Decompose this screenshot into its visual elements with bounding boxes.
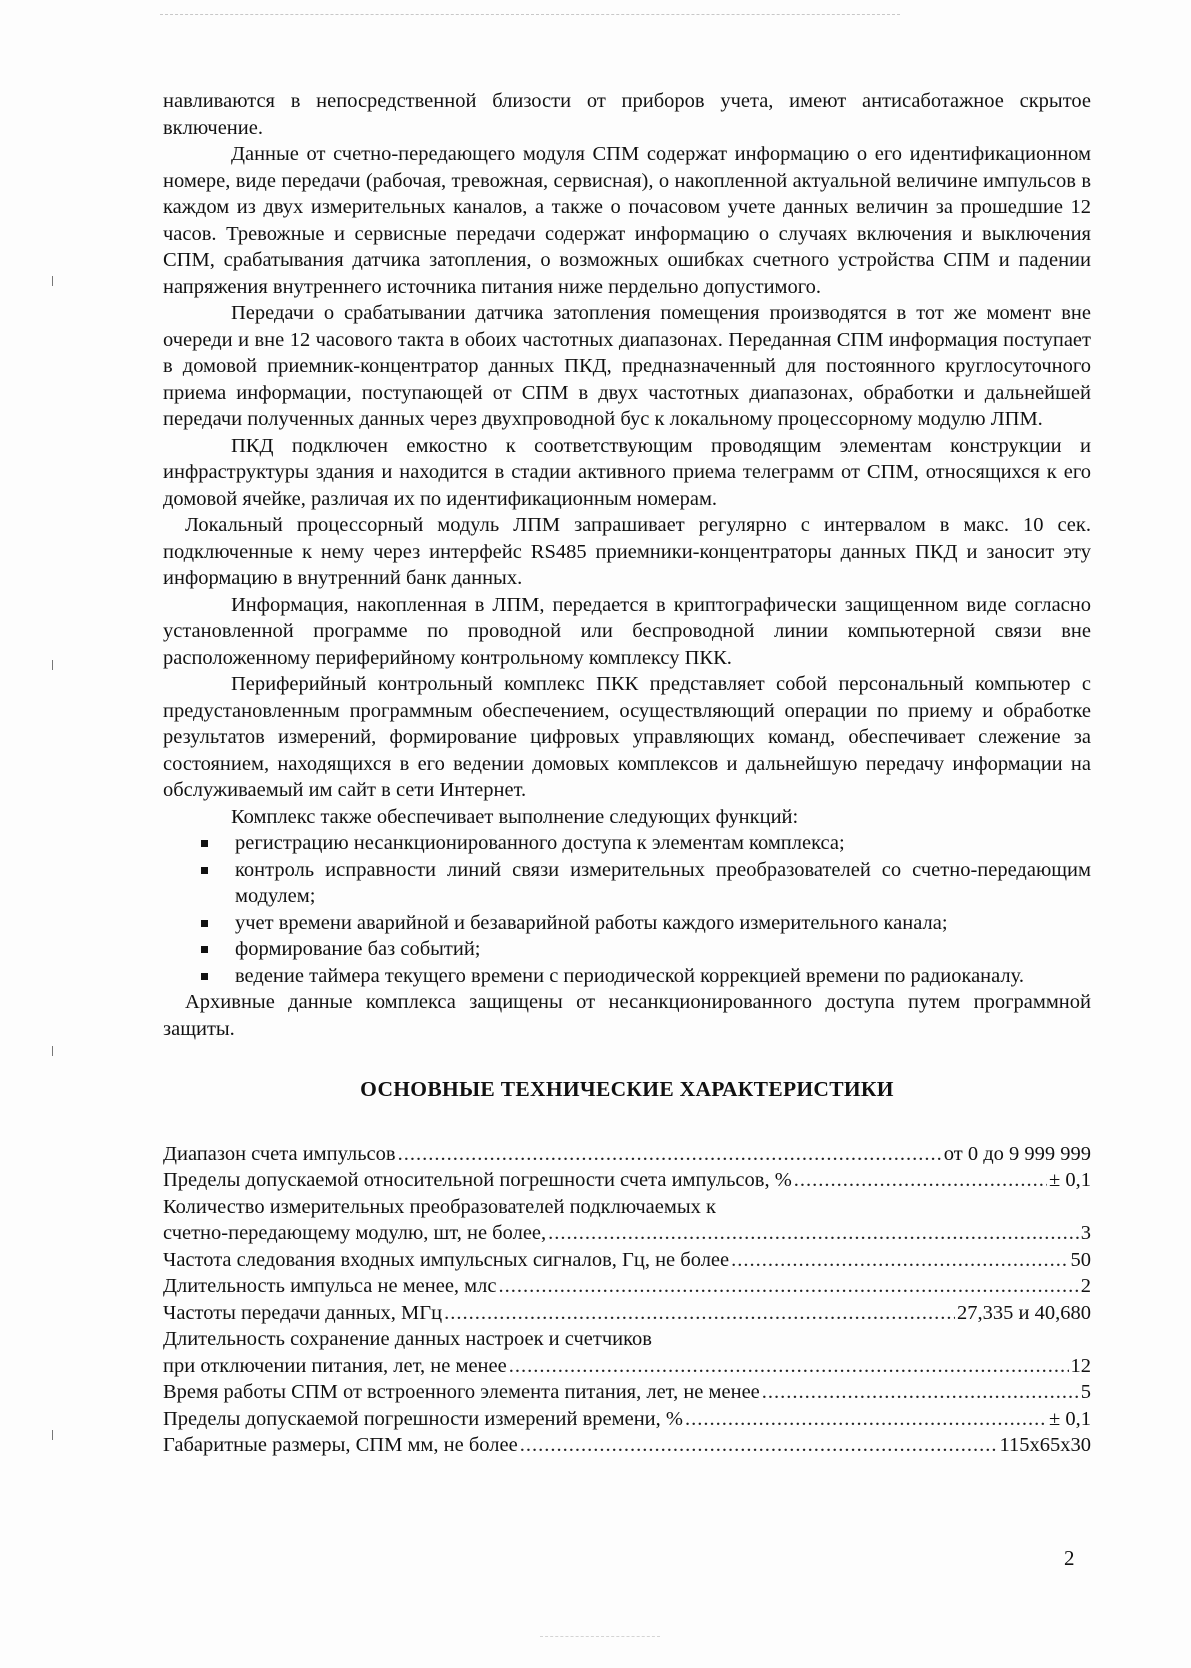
spec-value: 5 (1080, 1381, 1091, 1403)
spec-label: Диапазон счета импульсов (163, 1142, 396, 1165)
scan-artifact-top (160, 14, 900, 15)
function-list (163, 830, 1091, 989)
list-item (163, 830, 1091, 857)
spec-value: от 0 до 9 999 999 (943, 1142, 1091, 1165)
paragraph: Информация, накопленная в ЛПМ, передается в криптографически защищенном виде согласно установленной программе по проводной или беспроводной линии компьютерной связи вне расположенному периферийному контрольному комплексу ПКК. (163, 593, 1091, 669)
spec-label: Длительность импульса не менее, млс (163, 1275, 497, 1297)
spec-row (163, 1273, 1091, 1300)
margin-mark (52, 1430, 53, 1440)
spec-row (163, 1167, 1091, 1194)
dot-leader (520, 1432, 998, 1459)
document-body (163, 88, 1091, 1459)
dot-leader (444, 1300, 955, 1327)
spec-row (163, 1141, 1091, 1168)
paragraph: Комплекс также обеспечивает выполнение следующих функций: (231, 805, 799, 828)
paragraph: Периферийный контрольный комплекс ПКК представляет собой персональный компьютер с предустановленным программным обеспечением, осуществляющий операции по приему и обработке результатов измерений, формирование цифровых управляющих команд, обеспечивает слежение за состоянием, находящихся в его ведении домовых комплексов и дальнейшую передачу информации на обслуживаемый им сайт в сети Интернет. (163, 673, 1091, 801)
spec-value: 2 (1080, 1275, 1091, 1297)
spec-row (163, 1432, 1091, 1459)
spec-label: Частота следования входных импульсных сигналов, Гц, не более (163, 1248, 730, 1271)
spec-value: 3 (1080, 1222, 1091, 1244)
spec-label: Габаритные размеры, СПМ мм, не более (163, 1434, 518, 1456)
dot-leader (509, 1353, 1069, 1380)
bullet-icon (201, 867, 208, 874)
spec-value: 115x65x30 (999, 1434, 1091, 1456)
margin-mark (52, 276, 53, 286)
spec-row (163, 1406, 1091, 1433)
spec-row (163, 1220, 1091, 1247)
scan-artifact-bottom (540, 1636, 660, 1637)
paragraph: Архивные данные комплекса защищены от несанкционированного доступа путем программной защиты. (163, 991, 1091, 1040)
list-item-text: учет времени аварийной и безаварийной работы каждого измерительного канала; (235, 911, 948, 934)
paragraph: Передачи о срабатывании датчика затопления помещения производятся в тот же момент вне очереди и вне 12 часового такта в обоих частотных диапазонах. Переданная СПМ информация поступает в домовой приемник-концентратор данных ПКД, предназначенный для постоянного круглосуточного приема информации, поступающей от СПМ в двух частотных диапазонах, обработки и дальнейшей передачи полученных данных через двухпроводной бус к локальному процессорному модулю ЛПМ. (163, 302, 1091, 430)
spec-label: Время работы СПМ от встроенного элемента питания, лет, не менее (163, 1381, 760, 1403)
section-title: ОСНОВНЫЕ ТЕХНИЧЕСКИЕ ХАРАКТЕРИСТИКИ (360, 1077, 894, 1101)
dot-leader (685, 1406, 1047, 1433)
dot-leader (499, 1273, 1079, 1300)
bullet-icon (201, 946, 208, 953)
paragraph: ПКД подключен емкостно к соответствующим проводящим элементам конструкции и инфраструктуры здания и находится в стадии активного приема телеграмм от СПМ, относящихся к его домовой ячейке, различая их по идентификационным номерам. (163, 434, 1091, 510)
spec-value: 50 (1070, 1248, 1091, 1271)
spec-label: при отключении питания, лет, не менее (163, 1354, 507, 1377)
list-item (163, 936, 1091, 963)
page-number: 2 (1064, 1546, 1075, 1570)
bullet-icon (201, 973, 208, 980)
paragraph: Данные от счетно-передающего модуля СПМ содержат информацию о его идентификационном номере, виде передачи (рабочая, тревожная, сервисная), о накопленной актуальной величине импульсов в каждом из двух измерительных каналов, а также о почасовом учете данных величин за прошедшие 12 часов. Тревожные и сервисные передачи содержат информацию о случаях включения и выключения СПМ, срабатывания датчика затопления, о возможных ошибках счетного устройства СПМ и падении напряжения внутреннего источника питания ниже пердельно допустимого. (163, 143, 1091, 298)
list-item-text: формирование баз событий; (235, 938, 481, 960)
dot-leader (548, 1220, 1079, 1247)
list-item-text: регистрацию несанкционированного доступа к элементам комплекса; (235, 832, 845, 854)
spec-value: 27,335 и 40,680 (957, 1301, 1091, 1324)
spec-label: Пределы допускаемой относительной погрешности счета импульсов, % (163, 1169, 792, 1191)
list-item (163, 910, 1091, 937)
bullet-icon (201, 920, 208, 927)
spec-row (163, 1353, 1091, 1380)
spec-value: 12 (1070, 1354, 1091, 1377)
spec-row (163, 1379, 1091, 1406)
list-item-text: контроль исправности линий связи измерительных преобразователей со счетно-передающим модулем; (235, 858, 1091, 907)
spec-row (163, 1247, 1091, 1274)
specifications-list (163, 1141, 1091, 1459)
dot-leader (731, 1247, 1068, 1274)
dot-leader (398, 1141, 942, 1168)
spec-label: Частоты передачи данных, МГц (163, 1301, 443, 1324)
spec-row (163, 1300, 1091, 1327)
dot-leader (794, 1167, 1047, 1194)
paragraph: Локальный процессорный модуль ЛПМ запрашивает регулярно с интервалом в макс. 10 сек. подключенные к нему через интерфейс RS485 приемники-концентраторы данных ПКД и заносит эту информацию в внутренний банк данных. (163, 514, 1091, 589)
dot-leader (762, 1379, 1079, 1406)
spec-value: ± 0,1 (1048, 1407, 1091, 1430)
spec-label: Пределы допускаемой погрешности измерений времени, % (163, 1407, 683, 1430)
spec-label-line: Длительность сохранение данных настроек и счетчиков (163, 1328, 652, 1350)
margin-mark (52, 660, 53, 670)
list-item-text: ведение таймера текущего времени с периодической коррекцией времени по радиоканалу. (235, 964, 1024, 987)
margin-mark (52, 1046, 53, 1056)
paragraph: навливаются в непосредственной близости от приборов учета, имеют антисаботажное скрытое включение. (163, 90, 1091, 139)
spec-label-line: Количество измерительных преобразователей подключаемых к (163, 1195, 716, 1218)
list-item (163, 857, 1091, 910)
spec-value: ± 0,1 (1048, 1169, 1091, 1191)
list-item (163, 963, 1091, 990)
spec-label: счетно-передающему модулю, шт, не более, (163, 1222, 547, 1244)
bullet-icon (201, 840, 208, 847)
